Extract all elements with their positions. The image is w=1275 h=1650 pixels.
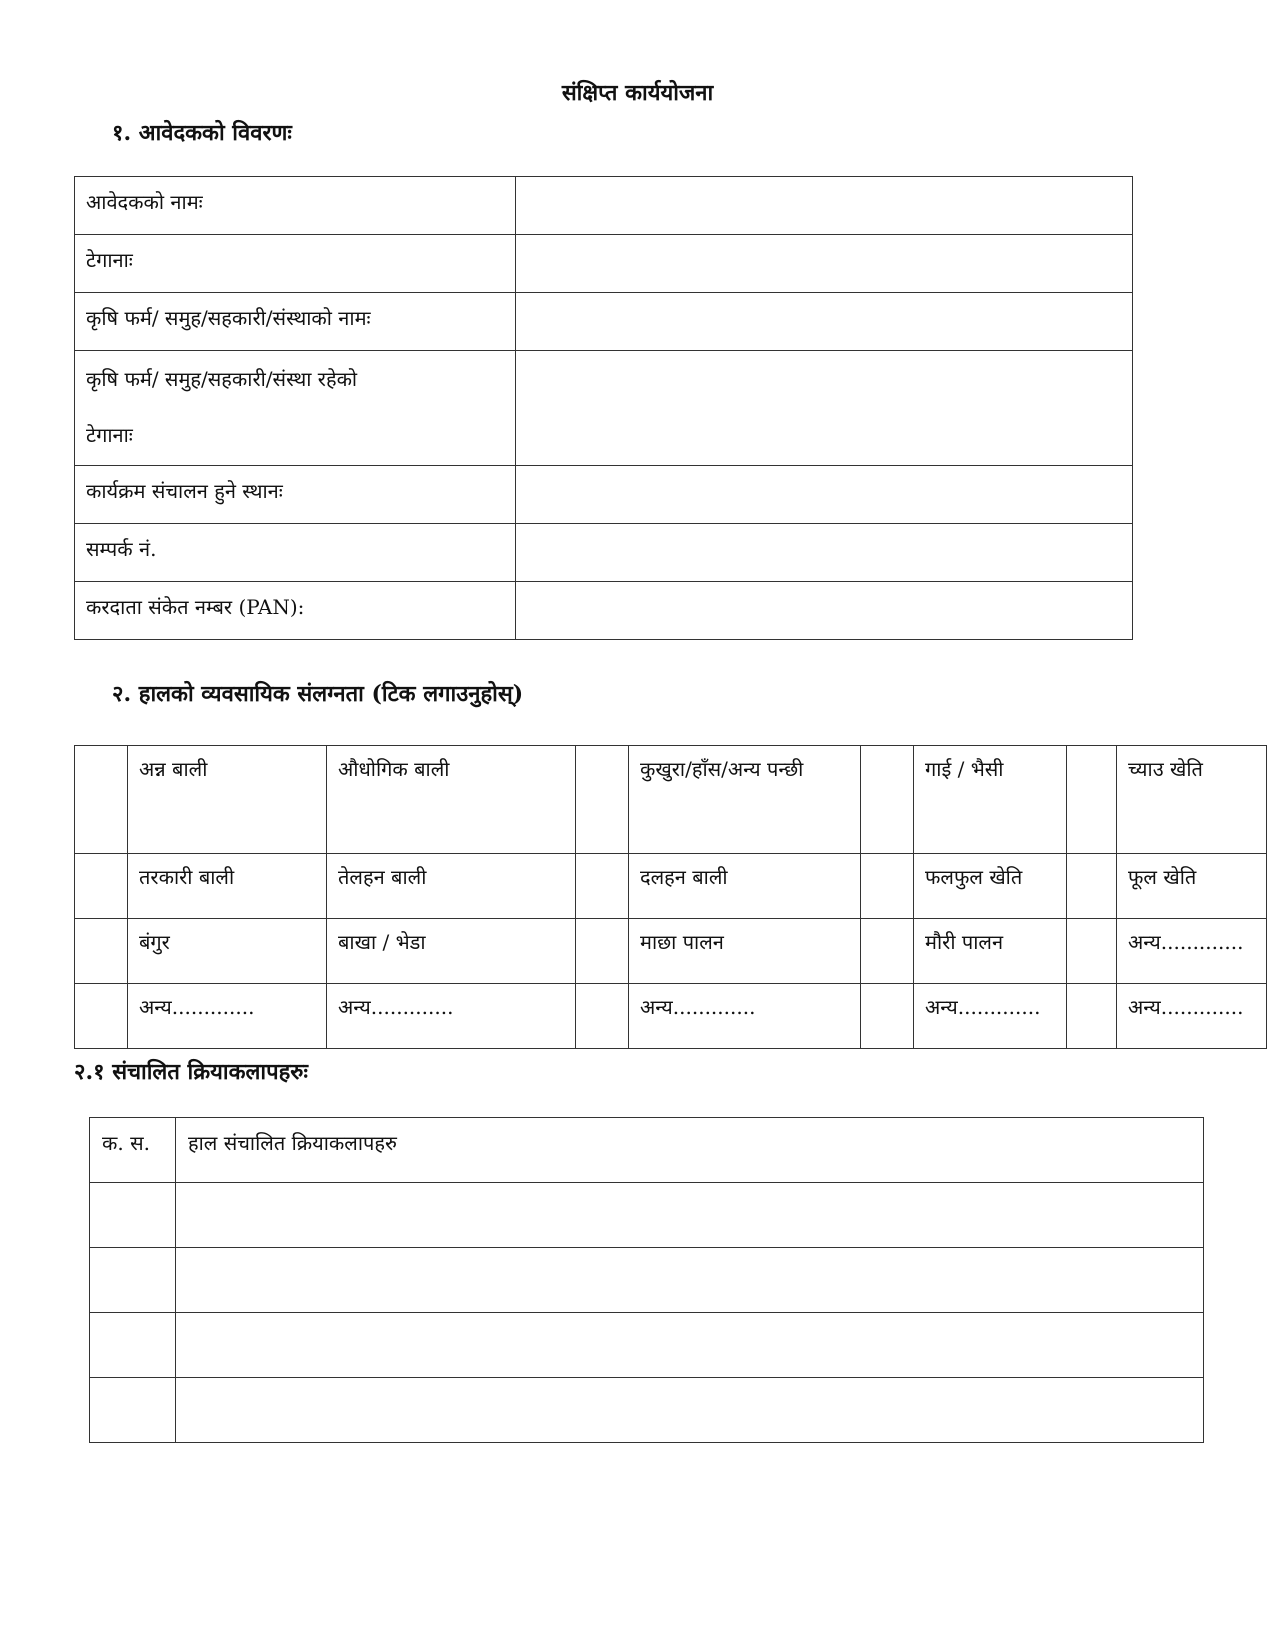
- contact-number-label: सम्पर्क नं.: [75, 524, 516, 582]
- table-row: [75, 582, 1133, 640]
- applicant-name-label: आवेदकको नामः: [75, 177, 516, 235]
- category-cell: च्याउ खेति: [1117, 746, 1267, 854]
- organization-address-label-line1: कृषि फर्म/ समुह/सहकारी/संस्था रहेको: [86, 367, 358, 391]
- category-cell: अन्य.............: [327, 984, 576, 1049]
- business-engagement-table: [74, 745, 1267, 1049]
- tick-box[interactable]: [576, 854, 629, 919]
- program-location-label: कार्यक्रम संचालन हुने स्थानः: [75, 466, 516, 524]
- activity-cell[interactable]: [176, 1313, 1204, 1378]
- category-cell: बंगुर: [128, 919, 327, 984]
- category-cell: फलफुल खेति: [914, 854, 1067, 919]
- organization-name-label: कृषि फर्म/ समुह/सहकारी/संस्थाको नामः: [75, 293, 516, 351]
- category-cell: अन्य.............: [1117, 984, 1267, 1049]
- table-row: [75, 293, 1133, 351]
- table-row: [75, 524, 1133, 582]
- table-row: [75, 854, 1267, 919]
- tick-box[interactable]: [576, 919, 629, 984]
- table-row: [75, 177, 1133, 235]
- tick-box[interactable]: [1067, 984, 1117, 1049]
- tick-box[interactable]: [75, 984, 128, 1049]
- section-2-1-heading: २.१ संचालित क्रियाकलापहरुः: [74, 1059, 308, 1085]
- category-cell: अन्य.............: [1117, 919, 1267, 984]
- serial-number-header: क. स.: [90, 1118, 176, 1183]
- table-row: [75, 919, 1267, 984]
- serial-number-cell[interactable]: [90, 1248, 176, 1313]
- category-cell: मौरी पालन: [914, 919, 1067, 984]
- table-row: [75, 466, 1133, 524]
- section-1-heading: १. आवेदकको विवरणः: [112, 120, 292, 146]
- tick-box[interactable]: [576, 746, 629, 854]
- tick-box[interactable]: [1067, 854, 1117, 919]
- organization-name-field[interactable]: [516, 293, 1133, 351]
- table-header-row: [90, 1118, 1204, 1183]
- category-cell: बाखा / भेडा: [327, 919, 576, 984]
- category-cell: तरकारी बाली: [128, 854, 327, 919]
- applicant-details-table: [74, 176, 1133, 640]
- table-row: [75, 235, 1133, 293]
- category-cell: अन्य.............: [629, 984, 861, 1049]
- tick-box[interactable]: [75, 746, 128, 854]
- category-cell: कुखुरा/हाँस/अन्य पन्छी: [629, 746, 861, 854]
- table-row: [75, 984, 1267, 1049]
- tick-box[interactable]: [861, 854, 914, 919]
- table-row: [75, 746, 1267, 854]
- document-title: संक्षिप्त कार्ययोजना: [561, 80, 714, 106]
- applicant-name-field[interactable]: [516, 177, 1133, 235]
- tick-box[interactable]: [75, 854, 128, 919]
- category-cell: दलहन बाली: [629, 854, 861, 919]
- table-row: [75, 351, 1133, 466]
- section-2-heading: २. हालको व्यवसायिक संलग्नता (टिक लगाउनुहोस्): [112, 681, 524, 707]
- tick-box[interactable]: [75, 919, 128, 984]
- tick-box[interactable]: [576, 984, 629, 1049]
- organization-address-label-line2: टेगानाः: [86, 423, 133, 447]
- table-row: [90, 1248, 1204, 1313]
- table-row: [90, 1378, 1204, 1443]
- activity-cell[interactable]: [176, 1183, 1204, 1248]
- address-label: टेगानाः: [75, 235, 516, 293]
- category-cell: औधोगिक बाली: [327, 746, 576, 854]
- tick-box[interactable]: [1067, 919, 1117, 984]
- pan-label: करदाता संकेत नम्बर (PAN):: [75, 582, 516, 640]
- category-cell: गाई / भैसी: [914, 746, 1067, 854]
- pan-field[interactable]: [516, 582, 1133, 640]
- category-cell: फूल खेति: [1117, 854, 1267, 919]
- contact-number-field[interactable]: [516, 524, 1133, 582]
- serial-number-cell[interactable]: [90, 1183, 176, 1248]
- category-cell: माछा पालन: [629, 919, 861, 984]
- table-row: [90, 1183, 1204, 1248]
- category-cell: अन्य.............: [914, 984, 1067, 1049]
- organization-address-label: [75, 351, 516, 466]
- category-cell: अन्न बाली: [128, 746, 327, 854]
- activity-header: हाल संचालित क्रियाकलापहरु: [176, 1118, 1204, 1183]
- category-cell: अन्य.............: [128, 984, 327, 1049]
- activity-cell[interactable]: [176, 1378, 1204, 1443]
- serial-number-cell[interactable]: [90, 1378, 176, 1443]
- tick-box[interactable]: [861, 919, 914, 984]
- activity-cell[interactable]: [176, 1248, 1204, 1313]
- tick-box[interactable]: [861, 984, 914, 1049]
- activities-table: [89, 1117, 1204, 1443]
- category-cell: तेलहन बाली: [327, 854, 576, 919]
- organization-address-field[interactable]: [516, 351, 1133, 466]
- tick-box[interactable]: [861, 746, 914, 854]
- table-row: [90, 1313, 1204, 1378]
- tick-box[interactable]: [1067, 746, 1117, 854]
- program-location-field[interactable]: [516, 466, 1133, 524]
- serial-number-cell[interactable]: [90, 1313, 176, 1378]
- address-field[interactable]: [516, 235, 1133, 293]
